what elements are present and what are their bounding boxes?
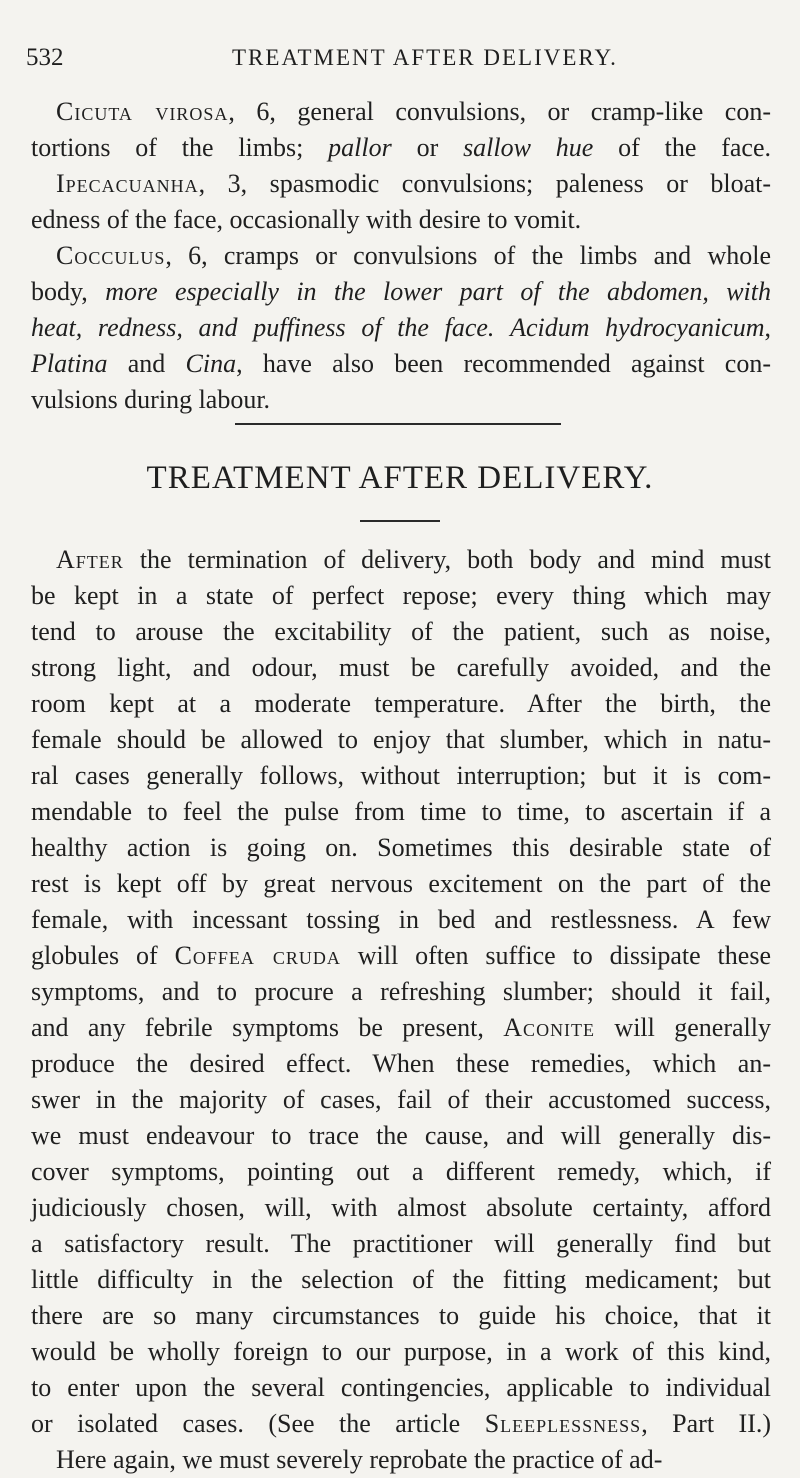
text-line: healthy action is going on. Sometimes this desirable state of [31, 833, 771, 862]
remedy-name: Coffea cruda [174, 941, 341, 970]
text-line: would be wholly foreign to our purpose, in a work of this kind, [31, 1337, 771, 1366]
section-title: TREATMENT AFTER DELIVERY. [146, 460, 654, 496]
text-line: cover symptoms, pointing out a different remedy, which, if [31, 1157, 771, 1186]
emphasis: sallow hue [463, 133, 594, 162]
text-line: little difficulty in the selection of the fitting medicament; but [31, 1265, 771, 1294]
text-line [31, 542, 771, 578]
text-line [31, 238, 771, 274]
text-line [31, 1010, 771, 1046]
text-line: rest is kept off by great nervous excitement on the part of the [31, 869, 771, 898]
line-text: , [764, 313, 771, 342]
emphasis: Acidum hydrocyanicum [510, 313, 765, 342]
line-text: , Part II.) [641, 1409, 772, 1438]
text-line: judiciously chosen, will, with almost absolute certainty, afford [31, 1193, 771, 1222]
short-divider-rule [360, 520, 440, 522]
remedy-name: Ipecacuanha [56, 169, 199, 198]
text-line: ral cases generally follows, without interruption; but it is com- [31, 761, 771, 790]
remedy-name: Aconite [503, 1013, 596, 1042]
remedy-name: Cicuta virosa [56, 97, 229, 126]
text-line [31, 938, 771, 974]
line-text: or isolated cases. (See the article [31, 1409, 485, 1438]
text-line: tend to arouse the excitability of the patient, such as noise, [31, 617, 771, 646]
text-line [31, 1406, 771, 1442]
text-line: room kept at a moderate temperature. After the birth, the [31, 689, 771, 718]
line-text: and [107, 349, 186, 378]
text-line: a satisfactory result. The practitioner will generally find but [31, 1229, 771, 1258]
line-text: the termination of delivery, both body and mind must [123, 545, 771, 574]
text-line [31, 346, 771, 382]
text-line [31, 310, 771, 346]
lead-word: After [56, 545, 124, 574]
body-paragraph [31, 542, 771, 1478]
emphasis: Platina [31, 349, 108, 378]
line-text: and any febrile symptoms be present, [31, 1013, 504, 1042]
running-head [26, 38, 776, 78]
line-text: or [391, 133, 464, 162]
text-line: Here again, we must severely reprobate the practice of ad- [56, 1445, 663, 1474]
line-text: will generally [595, 1013, 771, 1042]
line-text: of the face. [593, 133, 772, 162]
text-line: female should be allowed to enjoy that slumber, which in natu- [31, 725, 771, 754]
text-line [31, 202, 771, 238]
line-text: , 6, cramps or convulsions of the limbs and whole [165, 241, 771, 270]
divider-rule [235, 423, 561, 425]
line-text: will often suffice to dissipate these [340, 941, 771, 970]
article-name: Sleeplessness [484, 1409, 642, 1438]
line-text: , 3, spasmodic convulsions; paleness or bloat- [198, 169, 771, 198]
text-line: female, with incessant tossing in bed and restlessness. A few [31, 905, 771, 934]
text-line: symptoms, and to procure a refreshing slumber; should it fail, [31, 977, 771, 1006]
text-line: be kept in a state of perfect repose; every thing which may [31, 581, 771, 610]
line-text: , 6, general convulsions, or cramp-like con- [228, 97, 771, 126]
line-text: , have also been recommended against con- [236, 349, 772, 378]
line-text: globules of [31, 941, 175, 970]
remedy-name: Cocculus [56, 241, 166, 270]
remedy-list [31, 94, 771, 418]
line-text: edness of the face, occasionally with desire to vomit. [31, 205, 582, 234]
emphasis: heat, redness, and puffiness of the face. [31, 313, 495, 342]
emphasis: pallor [328, 133, 392, 162]
page-number: 532 [26, 44, 64, 71]
text-line [31, 166, 771, 202]
text-line: we must endeavour to trace the cause, and will generally dis- [31, 1121, 771, 1150]
line-text: tortions of the limbs; [31, 133, 329, 162]
text-line [31, 94, 771, 130]
emphasis: more especially in the lower part of the abdomen, with [105, 277, 772, 306]
text-line: there are so many circumstances to guide his choice, that it [31, 1301, 771, 1330]
running-title: TREATMENT AFTER DELIVERY. [232, 45, 618, 70]
text-line [31, 274, 771, 310]
text-line [31, 382, 771, 418]
text-line [31, 130, 771, 166]
text-line: strong light, and odour, must be carefully avoided, and the [31, 653, 771, 682]
emphasis: Cina [185, 349, 237, 378]
text-line: produce the desired effect. When these remedies, which an- [31, 1049, 771, 1078]
line-text: body, [31, 277, 106, 306]
line-text: vulsions during labour. [31, 385, 271, 414]
text-line: to enter upon the several contingencies, applicable to individual [31, 1373, 771, 1402]
text-line: swer in the majority of cases, fail of their accustomed success, [31, 1085, 771, 1114]
text-line: mendable to feel the pulse from time to time, to ascertain if a [31, 797, 771, 826]
line-text [494, 313, 510, 342]
